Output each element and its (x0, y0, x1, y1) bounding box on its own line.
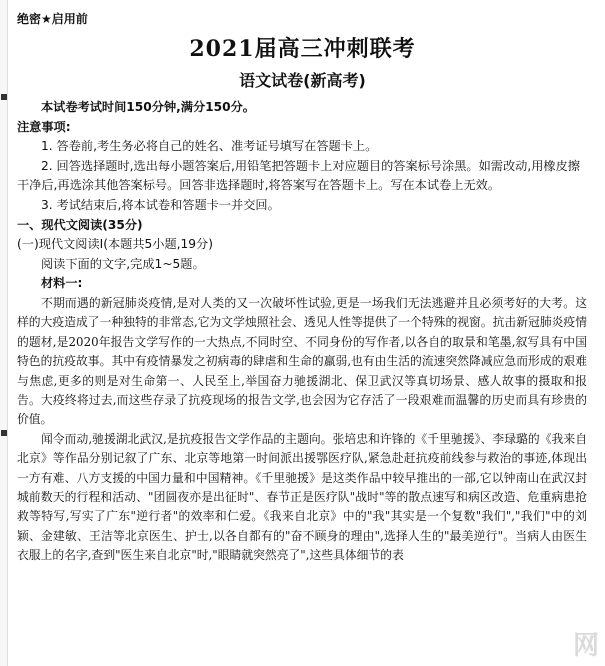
exam-info: 本试卷考试时间150分钟,满分150分。 (41, 100, 255, 114)
subsection-heading: (一)现代文阅读Ⅰ(本题共5小题,19分) (17, 237, 213, 252)
secret-label: 绝密★启用前 (17, 12, 88, 26)
binding-mark (1, 94, 7, 100)
note-item: 2. 回答选择题时,选出每小题答案后,用铅笔把答题卡上对应题目的答案标号涂黑。如需改动,用橡皮擦干净后,再选涂其他答案标号。回答非选择题时,将答案写在答题卡上。写在本试卷上无效。 (17, 158, 580, 193)
watermark: 网 (572, 631, 599, 661)
section-heading: 一、现代文阅读(35分) (17, 217, 143, 232)
article-paragraph: 不期而遇的新冠肺炎疫情,是对人类的又一次破坏性试验,更是一场我们无法逃避并且必须考好的大考。这样的大疫造成了一种独特的非常态,它为文学烛照社会、透见人性等提供了一个特殊的视窗。抗击新冠肺炎疫情的题材,是2020年报告文学写作的一大热点,不同时空、不同身份的写作者,以各自的取景和笔墨,叙写具有中国特色的抗疫故事。其中有疫情暴发之初病毒的肆虐和生命的羸弱,也有由生活的流速突然降减应急而形成的艰难与焦虑,更多的则是对生命第一、人民至上,举国奋力驰援湖北、保卫武汉等真切场景、感人故事的摄取和报告。大疫终将过去,而这些存录了抗疫现场的报告文学,也会因为它存活了一段艰难而温馨的历史而具有珍贵的价值。 (17, 295, 588, 427)
exam-body (17, 98, 587, 566)
exam-subtitle: 语文试卷(新高考) (239, 71, 366, 90)
exam-title: 2021届高三冲刺联考 (189, 36, 416, 62)
note-item: 1. 答卷前,考生务必将自己的姓名、准考证号填写在答题卡上。 (41, 139, 378, 154)
material-label: 材料一: (41, 276, 83, 291)
note-item: 3. 考试结束后,将本试卷和答题卡一并交回。 (41, 197, 280, 212)
notes-heading: 注意事项: (17, 119, 71, 134)
binding-mark (1, 430, 7, 436)
article-paragraph: 闻令而动,驰援湖北武汉,是抗疫报告文学作品的主题向。张培忠和许锋的《千里驰援》、李琭璐的《我来自北京》等作品分别记叙了广东、北京等地第一时间派出援鄂医疗队,紧急赴赶抗疫前线参与救治的事迹,体现出一方有难、八方支援的中国力量和中国精神。《千里驰援》是这类作品中较早推出的一部,它以钟南山在武汉封城前数天的行程和活动、"团圆夜亦是出征时"、春节正是医疗队"战时"等的散点速写和病区改造、危重病患抢救等特写,写实了广东"逆行者"的效率和仁爱。《我来自北京》中的"我"其实是一个复数"我们","我们"中的刘颖、金建敏、王洁等北京医生、护士,以各自都有的"奋不顾身的理由",选择人生的"最美逆行"。当病人由医生衣服上的名字,查到"医生来自北京"时,"眼睛就突然亮了",这些具体细节的表 (17, 431, 587, 563)
instruction-text: 阅读下面的文字,完成1~5题。 (41, 256, 205, 271)
